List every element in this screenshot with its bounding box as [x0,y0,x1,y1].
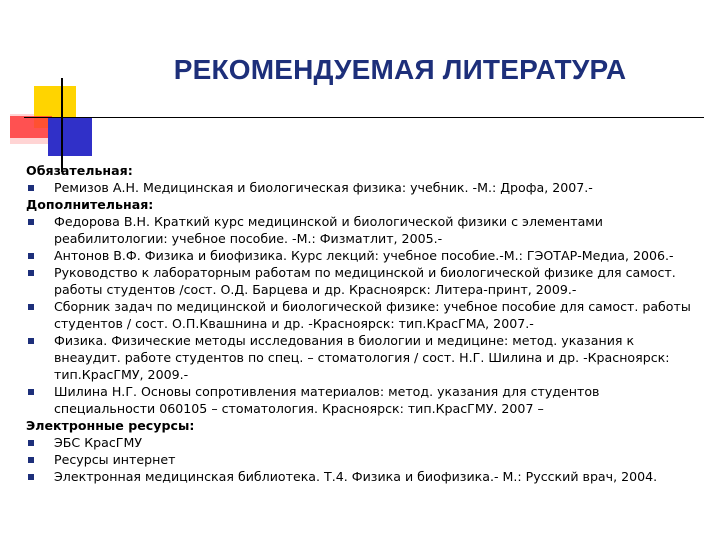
list-item: Руководство к лабораторным работам по медицинской и биологической физике для самост. работы студентов /сост. О.Д. Барцева и др. Красноярск: Литера-принт, 2009.- [26,264,692,298]
decor-blue-square [48,118,92,156]
list-item: Электронная медицинская библиотека. Т.4. Физика и биофизика.- М.: Русский врач, 2004. [26,468,692,485]
bullet-icon [28,270,34,276]
bullet-icon [28,338,34,344]
list-item: Ремизов А.Н. Медицинская и биологическая физика: учебник. -М.: Дрофа, 2007.- [26,179,692,196]
list-item: ЭБС КрасГМУ [26,434,692,451]
section-heading-additional: Дополнительная: [26,197,154,212]
reference-list [26,162,692,485]
required-list [26,179,692,196]
bullet-icon [28,457,34,463]
bullet-icon [28,389,34,395]
list-item: Федорова В.Н. Краткий курс медицинской и биологической физики с элементами реабилитологии: учебное пособие. -М.: Физматлит, 2005.- [26,213,692,247]
list-item: Сборник задач по медицинской и биологической физике: учебное пособие для самост. работы студентов / сост. О.П.Квашнина и др. -Красноярск: тип.КрасГМА, 2007.- [26,298,692,332]
section-heading-electronic: Электронные ресурсы: [26,418,195,433]
bullet-icon [28,440,34,446]
list-item: Физика. Физические методы исследования в биологии и медицине: метод. указания к внеаудит. работе студентов по спец. – стоматология / сост. Н.Г. Шилина и др. -Красноярск: тип.КрасГМУ, 2009.- [26,332,692,383]
page-title: РЕКОМЕНДУЕМАЯ ЛИТЕРАТУРА [173,54,627,85]
list-item: Антонов В.Ф. Физика и биофизика. Курс лекций: учебное пособие.-М.: ГЭОТАР-Медиа, 2006.- [26,247,692,264]
title-underline [24,117,704,118]
list-item: Ресурсы интернет [26,451,692,468]
additional-list [26,213,692,417]
bullet-icon [28,304,34,310]
list-item: Шилина Н.Г. Основы сопротивления материалов: метод. указания для студентов специальности 060105 – стоматология. Красноярск: тип.КрасГМУ. 2007 – [26,383,692,417]
bullet-icon [28,185,34,191]
electronic-list [26,434,692,485]
bullet-icon [28,253,34,259]
decor-vertical-line [61,78,63,172]
decor-red-square [10,116,52,138]
section-heading-required: Обязательная: [26,163,133,178]
bullet-icon [28,219,34,225]
bullet-icon [28,474,34,480]
